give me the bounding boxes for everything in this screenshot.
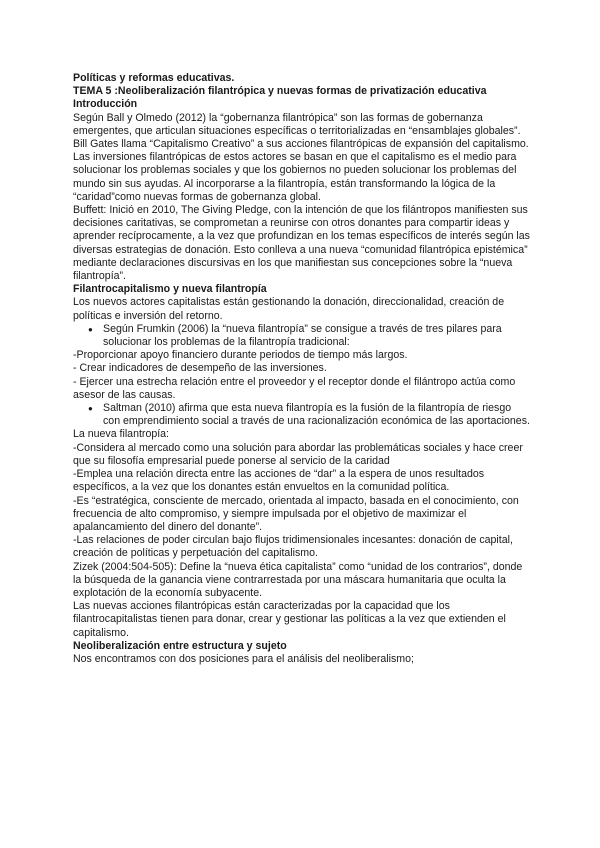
dash-item: -Es “estratégica, consciente de mercado, orientada al impacto, basada en el conocimiento, con frecuencia de alto compromiso, y siempre impulsada por el objetivo de maximizar el apalancamiento del dinero del donante”. bbox=[73, 494, 519, 533]
dash-item: - Crear indicadores de desempeño de las inversiones. bbox=[73, 362, 327, 375]
paragraph: Bill Gates llama “Capitalismo Creativo” a sus acciones filantrópicas de expansión del capitalismo. bbox=[73, 138, 529, 151]
section-heading-introduccion: Introducción bbox=[73, 98, 138, 111]
dash-item: -Proporcionar apoyo financiero durante periodos de tiempo más largos. bbox=[73, 349, 408, 362]
document-body bbox=[73, 72, 530, 666]
section-heading-filantrocapitalismo: Filantrocapitalismo y nueva filantropía bbox=[73, 283, 267, 296]
bullet-item: ● Según Frumkin (2006) la “nueva filantropía” se consigue a través de tres pilares para solucionar los problemas de la filantropía tradicional: bbox=[73, 323, 530, 349]
paragraph: Las nuevas acciones filantrópicas están caracterizadas por la capacidad que los filantrocapitalistas tienen para donar, crear y gestionar las políticas a la vez que extienden el capitalismo. bbox=[73, 600, 506, 639]
course-title: Políticas y reformas educativas. bbox=[73, 72, 235, 84]
bullet-list bbox=[73, 323, 530, 349]
bullet-list bbox=[73, 402, 530, 428]
paragraph: Nos encontramos con dos posiciones para el análisis del neoliberalismo; bbox=[73, 652, 414, 665]
section-heading-neoliberalizacion: Neoliberalización entre estructura y sujeto bbox=[73, 639, 287, 652]
dash-item: -Las relaciones de poder circulan bajo flujos tridimensionales incesantes: donación de capital, creación de políticas y perpetuación del capitalismo. bbox=[73, 534, 513, 560]
paragraph: Buffett: Inició en 2010, The Giving Pledge, con la intención de que los filántropos manifiesten sus decisiones caritativas, se comprometan a reunirse con otros donantes para compartir ideas y aprender recíprocamente, a la vez que profundizan en los temas específicos de interés según las diversas estrategias de donación. Esto conlleva a una nueva “comunidad filantrópica epistémica” mediante declaraciones discursivas en los que manifiestan sus concepciones sobre la “nueva filantropía”. bbox=[73, 204, 530, 283]
bullet-item: ● Saltman (2010) afirma que esta nueva filantropía es la fusión de la filantropía de riesgo con emprendimiento social a través de una racionalización económica de las aportaciones. bbox=[73, 402, 530, 428]
paragraph: Zizek (2004:504-505): Define la “nueva ética capitalista” como “unidad de los contrarios”, donde la búsqueda de la ganancia viene contrarrestada por una máscara humanitaria que oculta la explotación de la economía subyacente. bbox=[73, 560, 523, 599]
paragraph: Las inversiones filantrópicas de estos actores se basan en que el capitalismo es el medio para solucionar los problemas sociales y que los gobiernos no pueden solucionar los problemas del mundo sin sus ayudas. Al incorporarse a la filantropía, están transformando la lógica de la “caridad”como nuevas formas de gobernanza global. bbox=[73, 151, 517, 203]
topic-title: TEMA 5 :Neoliberalización filantrópica y nuevas formas de privatización educativa bbox=[73, 85, 487, 98]
paragraph: Los nuevos actores capitalistas están gestionando la donación, direccionalidad, creación de políticas e inversión del retorno. bbox=[73, 296, 505, 322]
dash-item: -Emplea una relación directa entre las acciones de “dar” a la espera de unos resultados específicos, a la vez que los donantes están envueltos en la comunidad política. bbox=[73, 468, 485, 494]
paragraph: La nueva filantropía: bbox=[73, 428, 170, 441]
dash-item: -Considera al mercado como una solución para abordar las problemáticas sociales y hace creer que su filosofía empresarial puede ponerse al servicio de la caridad bbox=[73, 441, 523, 467]
paragraph: Según Ball y Olmedo (2012) la “gobernanza filantrópica” son las formas de gobernanza emergentes, que articulan situaciones específicas o territorializadas en “ensamblajes globales”. bbox=[73, 111, 521, 137]
dash-item: - Ejercer una estrecha relación entre el proveedor y el receptor donde el filántropo actúa como asesor de las causas. bbox=[73, 375, 516, 401]
